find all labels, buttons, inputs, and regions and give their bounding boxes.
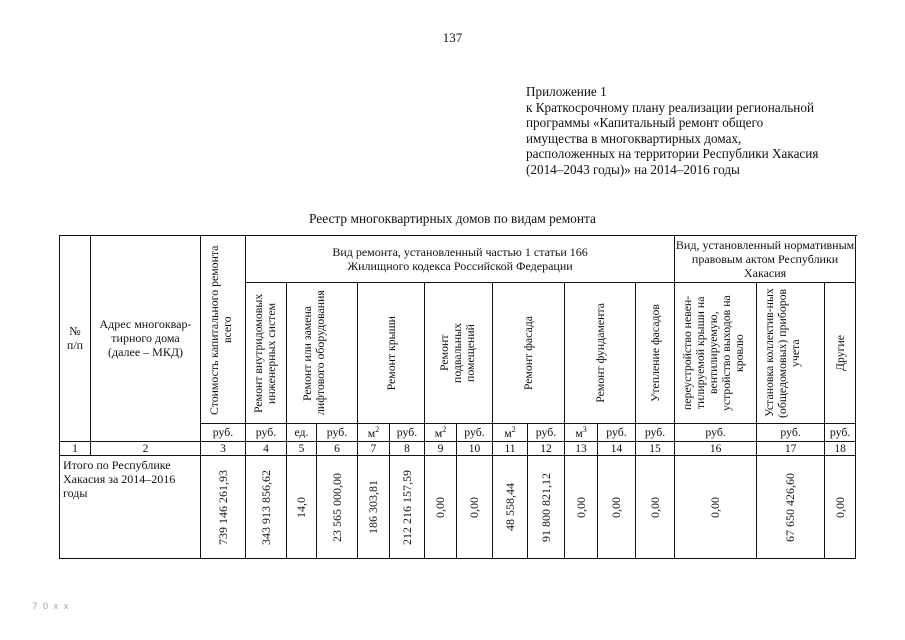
appendix-line: Приложение 1 [526,84,607,99]
total-value [457,456,493,559]
header-group-housing-code [246,236,675,283]
total-value-text: 739 146 261,93 [215,469,230,545]
total-row [60,456,856,559]
unit-cell: руб. [757,424,825,442]
header-group-regional-act [675,236,856,283]
unit-cell: $м^3$ [565,424,598,442]
header-address [91,236,201,442]
total-value [757,456,825,559]
column-number: 7 [358,442,390,456]
total-value [598,456,636,559]
total-value [425,456,457,559]
total-value [390,456,425,559]
column-number: 2 [91,442,201,456]
column-number: 11 [493,442,528,456]
header-number [60,236,91,442]
header-repair-engineering [246,283,287,424]
unit-cell: руб. [636,424,675,442]
total-value [201,456,246,559]
header-repair-foundation-text: Ремонт фундамента [592,303,607,403]
total-value-text: 0,00 [832,496,847,518]
unit-cell: руб. [675,424,757,442]
column-number: 5 [287,442,317,456]
header-repair-engineering-text: Ремонт внутридомовых инженерных систем [251,293,278,413]
column-number: 12 [528,442,565,456]
appendix-line: (2014–2043 годы)» на 2014–2016 годы [526,161,740,177]
total-value [636,456,675,559]
unit-cell: $м^2$ [493,424,528,442]
total-value-text: 212 216 157,59 [399,469,414,545]
repair-register-table [59,235,856,559]
total-value-text: 0,00 [573,496,588,518]
header-repair-basement [425,283,493,424]
unit-cell: руб. [201,424,246,442]
header-repair-roof-text: Ремонт крыши [383,315,398,391]
header-roof-conversion-text: переустройство невен-тилируемой крыши на вентилируемую, устройство выходов на кровлю [679,295,746,411]
total-value-text: 91 800 821,12 [538,472,553,542]
header-meters-installation-text: Установка коллектив-ных (общедомовых) приборов учета [761,288,802,418]
header-repair-foundation [565,283,636,424]
total-value-text: 343 913 856,62 [258,469,273,545]
register-title: Реестр многоквартирных домов по видам ремонта [308,211,596,226]
total-value-text: 48 558,44 [502,483,517,531]
unit-cell: руб. [528,424,565,442]
header-group-regional-act-text: Вид, установленный нормативным правовым актом Республики Хакасия [675,238,855,280]
header-total-cost-text: Стоимость капитального ремонта всего [207,244,234,415]
appendix-heading [526,84,886,178]
header-repair-basement-text: Ремонт подвальных помещений [436,322,477,384]
header-repair-elevator [287,283,358,424]
column-number: 9 [425,442,457,456]
header-repair-roof [358,283,425,424]
header-total-cost [201,236,246,424]
total-value-text: 186 303,81 [366,480,380,534]
total-value [675,456,757,559]
unit-cell: руб. [598,424,636,442]
column-number: 8 [390,442,425,456]
column-number: 15 [636,442,675,456]
header-number-text: № п/п [66,324,84,352]
total-value-text: 0,00 [433,496,447,518]
unit-cell: руб. [390,424,425,442]
total-value-text: 0,00 [647,496,662,518]
column-number: 18 [825,442,856,456]
unit-cell: руб. [317,424,358,442]
appendix-line: расположенных на территории Республики Хакасия [526,146,819,162]
total-value [317,456,358,559]
column-number: 1 [60,442,91,456]
unit-cell: руб. [246,424,287,442]
appendix-line: программы «Капитальный ремонт общего [526,115,764,131]
total-value [246,456,287,559]
header-other-text: Другие [832,334,847,372]
page-number: 137 [442,30,463,45]
column-number: 3 [201,442,246,456]
header-address-text: Адрес многоквар-тирного дома (далее – МКД) [99,317,192,359]
total-value-text: 23 565 000,00 [329,472,344,542]
total-value [825,456,856,559]
footer-mark: 7 0 х х [32,602,70,612]
header-facade-insulation [636,283,675,424]
unit-cell: руб. [457,424,493,442]
header-roof-conversion [675,283,757,424]
column-number: 16 [675,442,757,456]
unit-cell: руб. [825,424,856,442]
total-value [287,456,317,559]
total-row-label [60,456,201,559]
unit-cell: $м^2$ [358,424,390,442]
header-meters-installation [757,283,825,424]
total-value-text: 0,00 [467,496,481,518]
total-row-label-text: Итого по Республике Хакасия за 2014–2016 годы [63,458,176,500]
column-number: 10 [457,442,493,456]
column-number: 4 [246,442,287,456]
column-number: 17 [757,442,825,456]
header-group-housing-code-text: Вид ремонта, установленный частью 1 статьи 166 Жилищного кодекса Российской Федерации [332,245,588,273]
header-repair-elevator-text: Ремонт или замена лифтового оборудования [300,290,327,416]
total-value-text: 0,00 [708,496,723,518]
unit-cell: $м^2$ [425,424,457,442]
header-other [825,283,856,424]
appendix-line: к Краткосрочному плану реализации региональной [526,99,815,115]
column-number: 13 [565,442,598,456]
header-repair-facade-text: Ремонт фасада [521,315,535,391]
appendix-line: имущества в многоквартирных домах, [526,130,742,146]
total-value [528,456,565,559]
total-value [358,456,390,559]
total-value-text: 0,00 [609,496,623,518]
column-number-row [60,442,856,456]
total-value [565,456,598,559]
column-number: 6 [317,442,358,456]
header-repair-facade [493,283,565,424]
total-value-text: 14,0 [294,496,308,518]
total-value-text: 67 650 426,60 [783,472,798,542]
header-facade-insulation-text: Утепление фасадов [647,304,662,402]
total-value [493,456,528,559]
unit-cell: ед. [287,424,317,442]
column-number: 14 [598,442,636,456]
